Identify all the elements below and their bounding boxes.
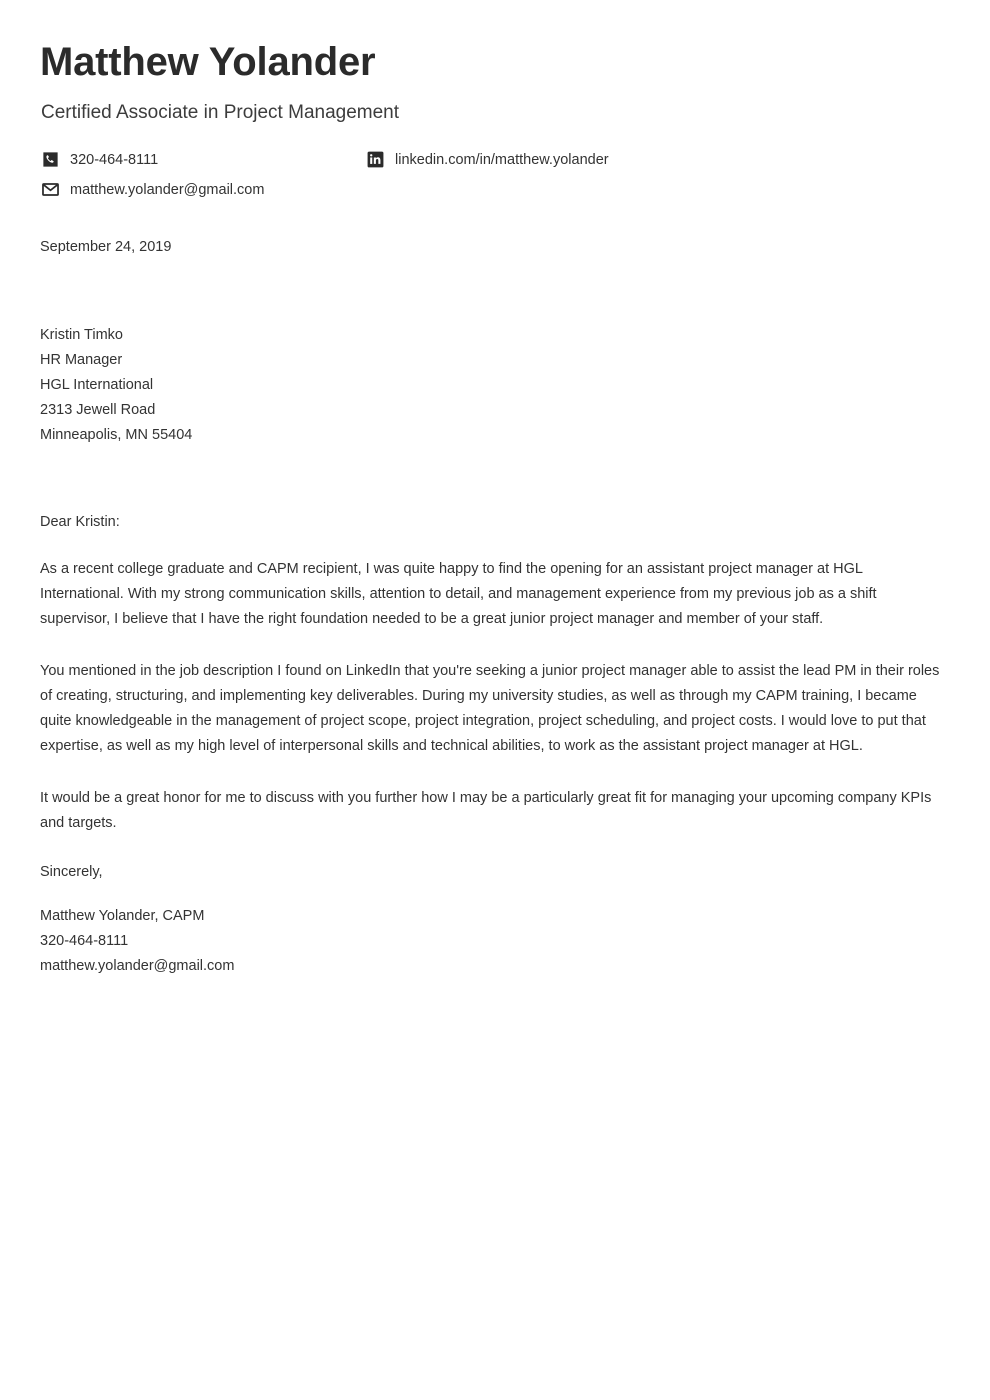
recipient-line: 2313 Jewell Road — [40, 401, 156, 418]
recipient-line: Minneapolis, MN 55404 — [40, 426, 193, 443]
contact-phone-value: 320-464-8111 — [70, 151, 159, 168]
contact-row-2 — [40, 177, 942, 203]
body-paragraph-1: As a recent college graduate and CAPM recipient, I was quite happy to find the opening for an assistant project manager at HGL International. With my strong communication skills, attention to detail, and management experience from my previous job as a shift supervisor, I believe that I have the right foundation needed to be a great junior project manager and member of your staff. — [40, 560, 877, 627]
recipient-line: Kristin Timko — [40, 326, 123, 343]
contact-linkedin-value: linkedin.com/in/matthew.yolander — [395, 151, 609, 168]
recipient-line: HGL International — [40, 376, 154, 393]
signature-block — [40, 904, 942, 979]
letter-date: September 24, 2019 — [40, 238, 172, 255]
contact-linkedin[interactable] — [365, 149, 609, 170]
recipient-line: HR Manager — [40, 351, 123, 368]
phone-icon — [40, 149, 61, 170]
contact-email[interactable] — [40, 179, 365, 200]
envelope-icon — [40, 179, 61, 200]
closing: Sincerely, — [40, 863, 103, 880]
recipient-address — [40, 323, 942, 448]
signature-phone: 320-464-8111 — [40, 932, 129, 949]
body-paragraph-3: It would be a great honor for me to discuss with you further how I may be a particularly great fit for managing your upcoming company KPIs and targets. — [40, 789, 932, 831]
signature-name: Matthew Yolander, CAPM — [40, 907, 205, 924]
salutation: Dear Kristin: — [40, 513, 120, 530]
page-title: Matthew Yolander — [40, 40, 376, 84]
professional-title: Certified Associate in Project Management — [41, 102, 400, 123]
signature-email: matthew.yolander@gmail.com — [40, 957, 235, 974]
body-paragraph-2: You mentioned in the job description I found on LinkedIn that you're seeking a junior project manager able to assist the lead PM in their roles of creating, structuring, and implementing key deliverables. During my university studies, as well as through my CAPM training, I became quite knowledgeable in the management of project scope, project integration, project scheduling, and project costs. I would love to put that expertise, as well as my high level of interpersonal skills and technical abilities, to work as the assistant project manager at HGL. — [40, 662, 940, 754]
contact-phone — [40, 149, 365, 170]
contact-info — [40, 147, 942, 203]
linkedin-icon — [365, 149, 386, 170]
contact-row-1 — [40, 147, 942, 173]
contact-email-value: matthew.yolander@gmail.com — [70, 181, 265, 198]
